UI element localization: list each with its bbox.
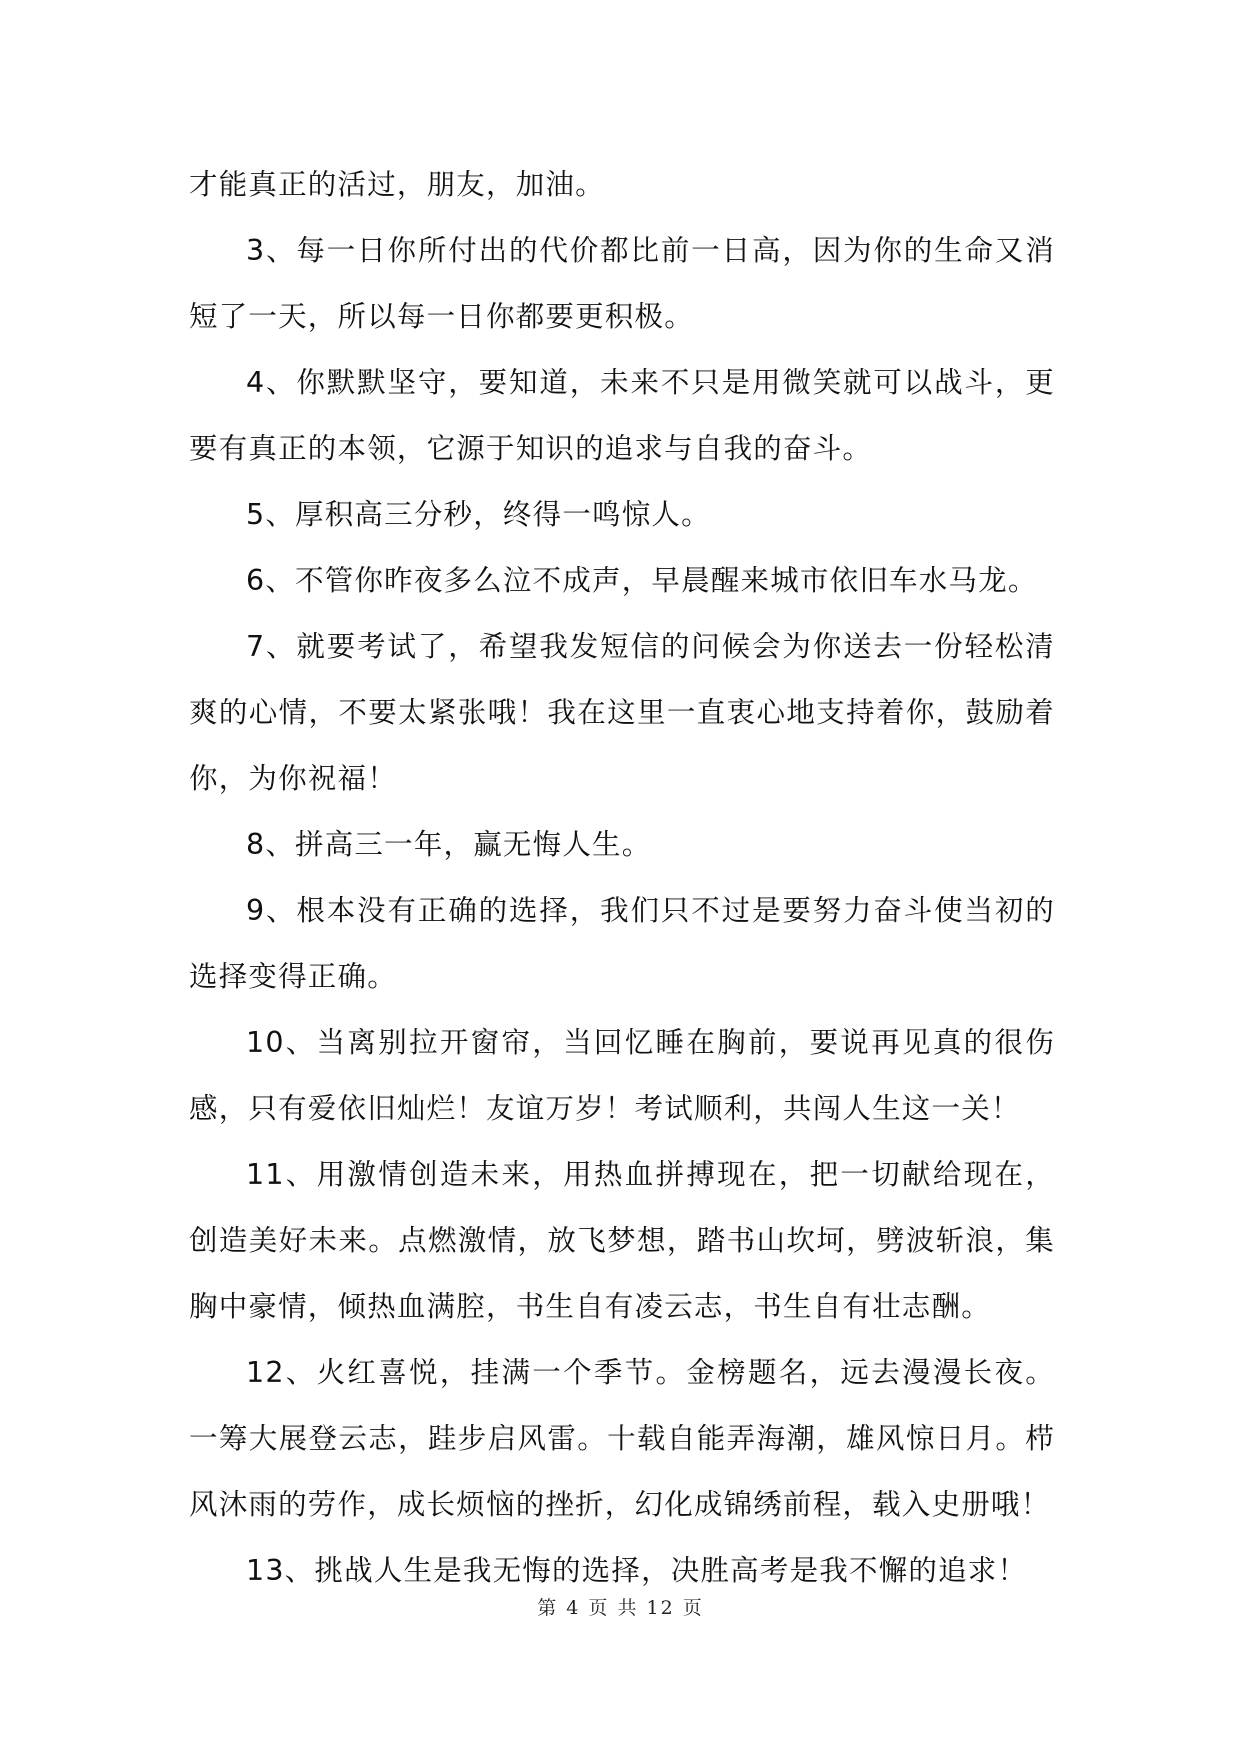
paragraph-item-12: 12、火红喜悦，挂满一个季节。金榜题名，远去漫漫长夜。一筹大展登云志，跬步启风雷。十载自能弄海潮，雄风惊日月。栉风沐雨的劳作，成长烦恼的挫折，幻化成锦绣前程，载入史册哦！ (189, 1356, 1055, 1521)
paragraph-continuation: 才能真正的活过，朋友，加油。 (189, 168, 605, 201)
paragraph-item-6: 6、不管你昨夜多么泣不成声，早晨醒来城市依旧车水马龙。 (246, 564, 1038, 597)
paragraph-item-9: 9、根本没有正确的选择，我们只不过是要努力奋斗使当初的选择变得正确。 (189, 894, 1055, 993)
document-body (189, 152, 1055, 1604)
paragraph-item-5: 5、厚积高三分秒，终得一鸣惊人。 (246, 498, 711, 531)
paragraph-item-3: 3、每一日你所付出的代价都比前一日高，因为你的生命又消短了一天，所以每一日你都要更积极。 (189, 234, 1055, 333)
paragraph-item-10: 10、当离别拉开窗帘，当回忆睡在胸前，要说再见真的很伤感，只有爱依旧灿烂！友谊万岁！考试顺利，共闯人生这一关！ (189, 1026, 1055, 1125)
paragraph-item-4: 4、你默默坚守，要知道，未来不只是用微笑就可以战斗，更要有真正的本领，它源于知识的追求与自我的奋斗。 (189, 366, 1055, 465)
paragraph-item-7: 7、就要考试了，希望我发短信的问候会为你送去一份轻松清爽的心情，不要太紧张哦！我在这里一直衷心地支持着你，鼓励着你，为你祝福！ (189, 630, 1055, 795)
paragraph-item-13: 13、挑战人生是我无悔的选择，决胜高考是我不懈的追求！ (246, 1554, 1028, 1587)
paragraph-item-8: 8、拼高三一年，赢无悔人生。 (246, 828, 652, 861)
paragraph-item-11: 11、用激情创造未来，用热血拼搏现在，把一切献给现在，创造美好未来。点燃激情，放飞梦想，踏书山坎坷，劈波斩浪，集胸中豪情，倾热血满腔，书生自有凌云志，书生自有壮志酬。 (189, 1158, 1055, 1323)
page-number-footer: 第 4 页 共 12 页 (537, 1597, 704, 1619)
